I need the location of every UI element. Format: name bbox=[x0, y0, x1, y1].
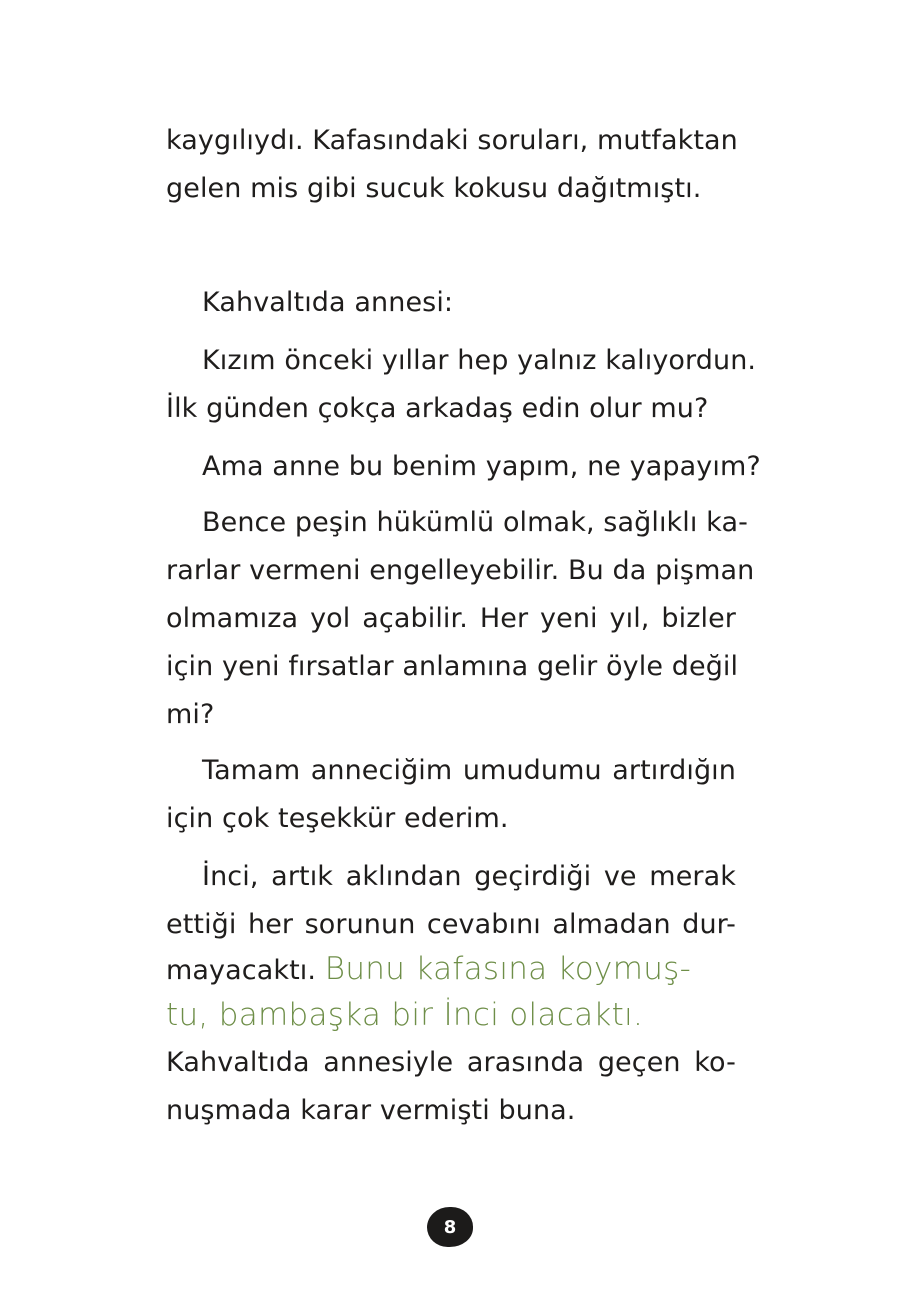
text-line: Ama anne bu benim yapım, ne yapayım? bbox=[202, 451, 761, 482]
text-line: Bence peşin hükümlü olmak, sağlıklı ka- bbox=[202, 507, 748, 538]
page-number-badge bbox=[427, 1207, 473, 1247]
text-line: mi? bbox=[166, 699, 215, 730]
text-line: rarlar vermeni engelleyebilir. Bu da pişman bbox=[166, 555, 755, 586]
text-line: ettiği her sorunun cevabını almadan dur- bbox=[166, 909, 736, 940]
text-line: nuşmada karar vermişti buna. bbox=[166, 1095, 576, 1126]
text-line: İlk günden çokça arkadaş edin olur mu? bbox=[166, 393, 709, 424]
text-line: Kızım önceki yıllar hep yalnız kalıyordun. bbox=[202, 345, 757, 376]
highlighted-text: Bunu kafasına koymuş- bbox=[324, 951, 692, 987]
highlighted-text: tu, bambaşka bir İnci olacaktı. bbox=[166, 997, 644, 1033]
text-line: Kahvaltıda annesiyle arasında geçen ko- bbox=[166, 1047, 736, 1078]
text-line: İnci, artık aklından geçirdiği ve merak bbox=[202, 861, 736, 892]
text-line: Kahvaltıda annesi: bbox=[202, 287, 454, 318]
text-line: gelen mis gibi sucuk kokusu dağıtmıştı. bbox=[166, 173, 702, 204]
text-segment: mayacaktı. bbox=[166, 955, 317, 986]
text-line: Tamam anneciğim umudumu artırdığın bbox=[202, 755, 736, 786]
text-line: için yeni fırsatlar anlamına gelir öyle değil bbox=[166, 651, 739, 682]
text-line: kaygılıydı. Kafasındaki soruları, mutfaktan bbox=[166, 125, 738, 156]
text-line-mixed bbox=[166, 950, 736, 990]
page-number: 8 bbox=[443, 1216, 457, 1238]
text-line: için çok teşekkür ederim. bbox=[166, 803, 509, 834]
text-line: olmamıza yol açabilir. Her yeni yıl, bizler bbox=[166, 603, 736, 634]
